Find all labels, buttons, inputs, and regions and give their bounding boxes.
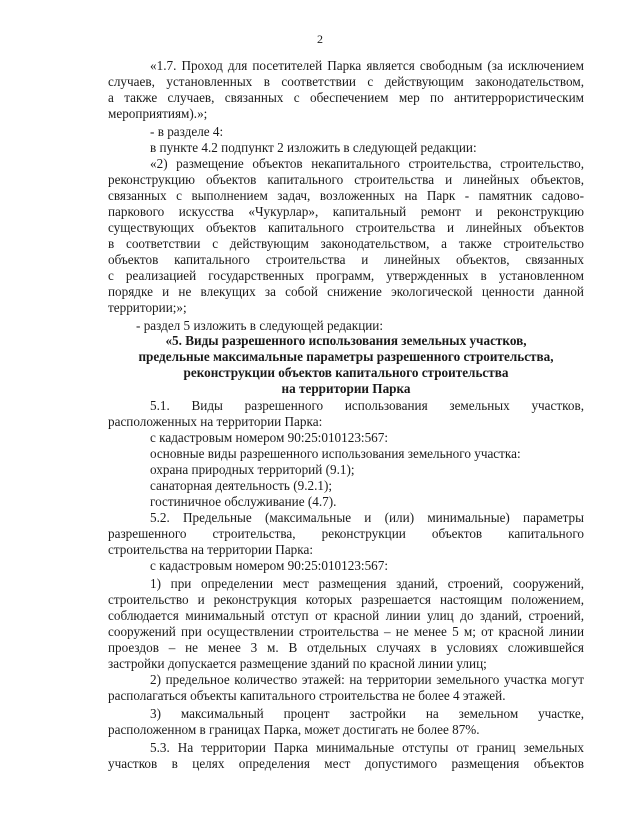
paragraph-line: гостиничное обслуживание (4.7). <box>150 494 337 509</box>
paragraph-line: 5.2. Предельные (максимальные и (или) минимальные) параметры <box>150 510 584 525</box>
paragraph-line: «2) размещение объектов некапитального строительства, строительство, <box>150 156 584 171</box>
paragraph-line: случаев, установленных в соответствии с действующим законодательством, <box>108 74 584 89</box>
paragraph-line: связанных с выполнением задач, возложенных на Парк - памятник садово- <box>108 188 584 203</box>
paragraph-line: - раздел 5 изложить в следующей редакции: <box>136 318 384 333</box>
paragraph-line: в соответствии с действующим законодательством, а также строительство <box>108 236 584 251</box>
paragraph-line: основные виды разрешенного использования земельного участка: <box>150 446 521 461</box>
paragraph-line: охрана природных территорий (9.1); <box>150 462 355 477</box>
paragraph-line: существующих объектов капитального строительства и линейных объектов <box>108 220 584 235</box>
paragraph-line: 3) максимальный процент застройки на земельном участке, <box>150 706 584 721</box>
section-heading-line: предельные максимальные параметры разрешенного строительства, <box>138 349 554 364</box>
paragraph-line: объектов капитального строительства и линейных объектов, связанных <box>108 252 584 267</box>
paragraph-line: 5.3. На территории Парка минимальные отступы от границ земельных <box>150 740 584 755</box>
paragraph-line: а также случаев, связанных с обеспечением мер по антитеррористическим <box>108 90 584 105</box>
section-heading-line: реконструкции объектов капитального строительства <box>183 365 509 380</box>
paragraph-line: 2) предельное количество этажей: на территории земельного участка могут <box>150 672 584 687</box>
paragraph-line: мероприятиям).»; <box>108 106 208 121</box>
paragraph-line: разрешенного строительства, реконструкции объектов капитального <box>108 526 584 541</box>
paragraph-line: с кадастровым номером 90:25:010123:567: <box>150 430 389 445</box>
paragraph-line: расположенных на территории Парка: <box>108 414 323 429</box>
paragraph-line: 1) при определении мест размещения зданий, строений, сооружений, <box>150 576 584 591</box>
paragraph-line: сооружений при осуществлении строительства – не менее 5 м; от красной линии <box>108 624 584 639</box>
paragraph-line: санаторная деятельность (9.2.1); <box>150 478 333 493</box>
paragraph-line: строительство и реконструкция которых разрешается настоящим положением, <box>108 592 584 607</box>
paragraph-line: строительства на территории Парка: <box>108 542 314 557</box>
paragraph-line: «1.7. Проход для посетителей Парка является свободным (за исключением <box>150 58 584 73</box>
paragraph-line: порядке и не влекущих за собой снижение экологической ценности данной <box>108 284 584 299</box>
section-heading-line: на территории Парка <box>281 381 411 396</box>
paragraph-line: застройки допускается размещение зданий по красной линии улиц; <box>108 656 487 671</box>
paragraph-line: соблюдается минимальный отступ от красной линии улиц до зданий, строений, <box>108 608 584 623</box>
paragraph-line: 5.1. Виды разрешенного использования земельных участков, <box>150 398 584 413</box>
section-heading-line: «5. Виды разрешенного использования земельных участков, <box>165 333 527 348</box>
paragraph-line: с кадастровым номером 90:25:010123:567: <box>150 558 389 573</box>
paragraph-line: с реализацией государственных программ, утвержденных в установленном <box>108 268 584 283</box>
paragraph-line: в пункте 4.2 подпункт 2 изложить в следующей редакции: <box>150 140 477 155</box>
paragraph-line: располагаться объекты капитального строительства не более 4 этажей. <box>108 688 506 703</box>
paragraph-line: расположенном в границах Парка, может достигать не более 87%. <box>108 722 480 737</box>
paragraph-line: - в разделе 4: <box>150 124 224 139</box>
paragraph-line: территории;»; <box>108 300 187 315</box>
paragraph-line: паркового искусства «Чукурлар», капитальный ремонт и реконструкцию <box>108 204 584 219</box>
page-number: 2 <box>317 32 323 46</box>
paragraph-line: участков в целях определения мест допустимого размещения объектов <box>108 756 584 771</box>
paragraph-line: проездов – не менее 3 м. В отдельных случаях в условиях сложившейся <box>108 640 584 655</box>
paragraph-line: реконструкцию объектов капитального строительства и линейных объектов, <box>108 172 584 187</box>
